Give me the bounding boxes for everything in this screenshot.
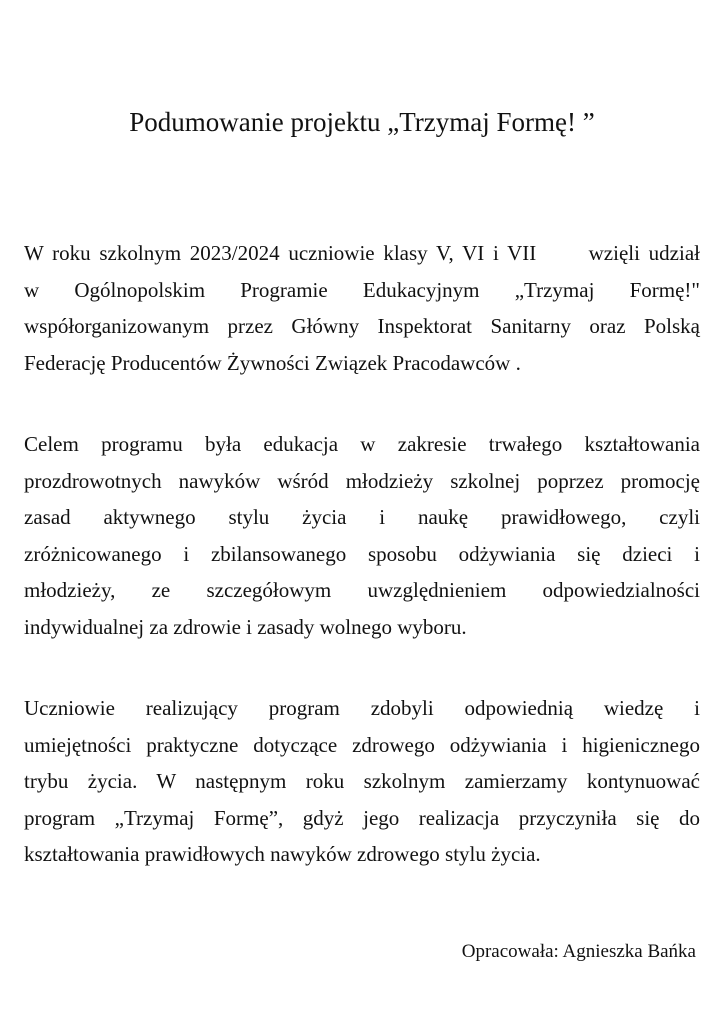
paragraph-line: trybu życia. W następnym roku szkolnym zamierzamy kontynuować (24, 769, 700, 793)
paragraph-line: w Ogólnopolskim Programie Edukacyjnym „Trzymaj Formę!" (24, 277, 700, 302)
paragraph-line: program „Trzymaj Formę”, gdyż jego realizacja przyczyniła się do (24, 805, 700, 830)
paragraph-line: umiejętności praktyczne dotyczące zdrowego odżywiania i higienicznego (24, 732, 700, 757)
document-title: Podumowanie projektu „Trzymaj Formę! ” (129, 107, 595, 137)
paragraph-line: młodzieży, ze szczegółowym uwzględnieniem odpowiedzialności (24, 578, 700, 602)
paragraph-1 (24, 235, 700, 381)
paragraph-3 (24, 690, 700, 873)
signature: Opracowała: Agnieszka Bańka (461, 941, 696, 962)
paragraph-line: prozdrowotnych nawyków wśród młodzieży szkolnej poprzez promocję (24, 468, 700, 493)
paragraph-line: współorganizowanym przez Główny Inspektorat Sanitarny oraz Polską (24, 314, 700, 338)
paragraph-2 (24, 426, 700, 645)
paragraph-line: zróżnicowanego i zbilansowanego sposobu odżywiania się dzieci i (24, 541, 700, 566)
paragraph-line: Uczniowie realizujący program zdobyli odpowiednią wiedzę i (24, 696, 700, 720)
paragraph-line: zasad aktywnego stylu życia i naukę prawidłowego, czyli (24, 505, 700, 529)
paragraph-line: indywidualnej za zdrowie i zasady wolnego wyboru. (24, 614, 467, 639)
paragraph-line: Federację Producentów Żywności Związek Pracodawców . (24, 350, 521, 375)
paragraph-line: W roku szkolnym 2023/2024 uczniowie klasy V, VI i VII wzięli udział (24, 241, 700, 265)
paragraph-line: Celem programu była edukacja w zakresie trwałego kształtowania (24, 432, 700, 456)
paragraph-line: kształtowania prawidłowych nawyków zdrowego stylu życia. (24, 842, 541, 866)
